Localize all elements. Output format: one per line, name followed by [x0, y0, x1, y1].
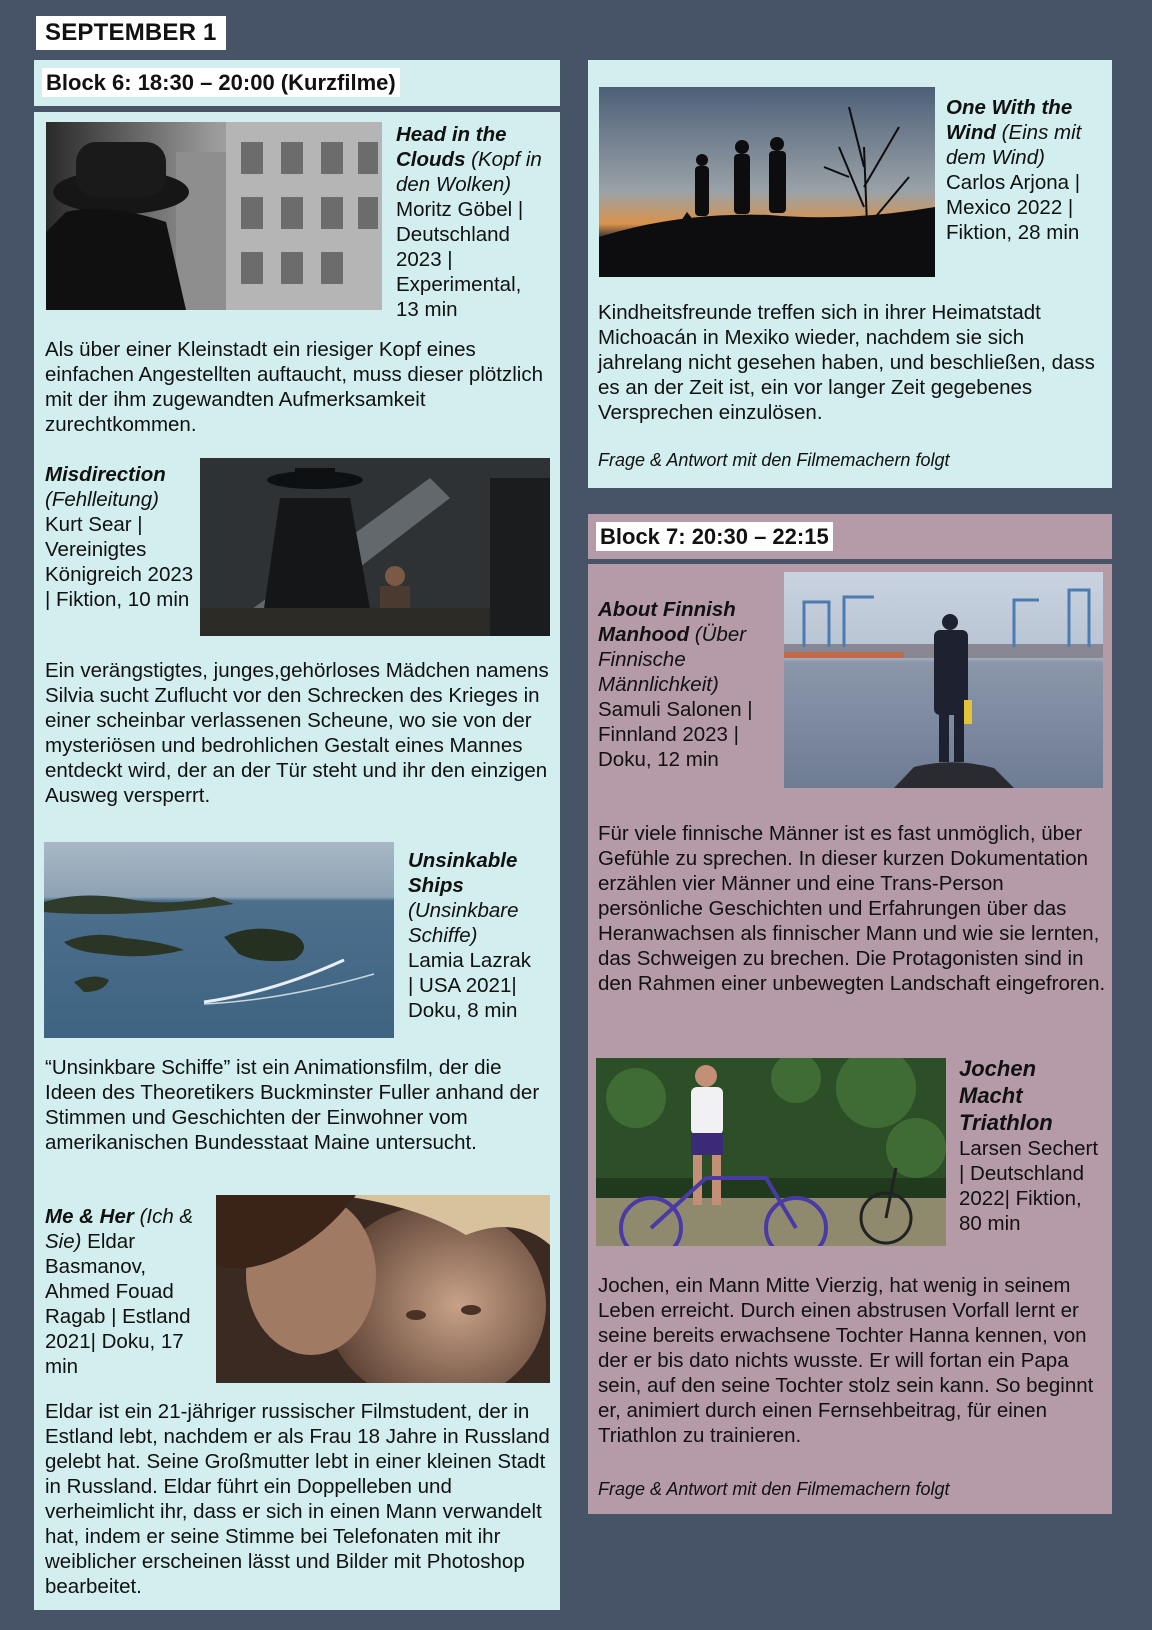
film-credits: Larsen Sechert | Deutschland 2022| Fiktion, 80 min [959, 1137, 1099, 1235]
film-info-me-and-her [45, 1204, 210, 1379]
film-info-about-finnish-manhood [598, 597, 768, 772]
film-title: Unsinkable Ships [408, 849, 518, 897]
film-title: Head in the Clouds [396, 123, 507, 171]
film-alt-title: (Kopf in den Wolken) [396, 148, 542, 196]
film-credits: Kurt Sear | Vereinigtes Königreich 2023 | Fiktion, 10 min [45, 513, 194, 611]
film-title: Jochen Macht Triathlon [959, 1056, 1053, 1135]
film-still-about-finnish-manhood [784, 572, 1103, 788]
film-description-about-finnish-manhood: Für viele finnische Männer ist es fast unmöglich, über Gefühle zu sprechen. In dieser kurzen Dokumentation erzählen vier Männer und eine Trans-Person persönliche Geschichten und Erfahrungen über das Heranwachsen als finnischer Mann und wie sie lernten, das Schweigen zu brechen. Die Protagonisten sind in den Rahmen einer unbewegten Landschaft eingefroren. [598, 822, 1106, 995]
block-7-heading: Block 7: 20:30 – 22:15 [596, 522, 833, 551]
block-7-header [588, 514, 1112, 559]
film-alt-title: (Über Finnische Männlichkeit) [598, 623, 747, 696]
film-description-misdirection: Ein verängstigtes, junges,gehörloses Mädchen namens Silvia sucht Zuflucht vor den Schrecken des Krieges in einer scheinbar verlassenen Scheune, wo sie von der mysteriösen und bedrohlichen Gestalt eines Mannes entdeckt wird, der an der Tür steht und ihr den einzigen Ausweg versperrt. [45, 659, 549, 807]
film-still-one-with-the-wind [599, 87, 935, 277]
film-title: Me & Her [45, 1205, 134, 1228]
film-info-unsinkable-ships [408, 848, 538, 1023]
film-credits: Lamia Lazrak | USA 2021| Doku, 8 min [408, 949, 532, 1022]
film-credits: Samuli Salonen | Finnland 2023 | Doku, 12 min [598, 698, 753, 771]
block-6-header [34, 60, 560, 106]
film-still-head-in-the-clouds [46, 122, 382, 310]
date-label: SEPTEMBER 1 [36, 16, 226, 50]
film-description-unsinkable-ships: “Unsinkbare Schiffe” ist ein Animationsfilm, der die Ideen des Theoretikers Buckminster Fuller anhand der Stimmen und Geschichten der Einwohner vom amerikanischen Bundesstaat Maine untersucht. [45, 1056, 540, 1154]
qa-note-block-6: Frage & Antwort mit den Filmemachern folgt [598, 450, 950, 470]
film-info-head-in-the-clouds [396, 122, 546, 322]
film-alt-title: (Ich & Sie) [45, 1205, 194, 1253]
film-credits: Eldar Basmanov, Ahmed Fouad Ragab | Estland 2021| Doku, 17 min [45, 1230, 191, 1378]
film-description-jochen-macht-triathlon: Jochen, ein Mann Mitte Vierzig, hat wenig in seinem Leben erreicht. Durch einen abstrusen Vorfall lernt er seine bereits erwachsene Tochter Hanna kennen, von der er bis dato nichts wusste. Er will fortan ein Papa sein, auf den seine Tochter stolz sein kann. So beginnt er, animiert durch einen Fernsehbeitrag, für einen Triathlon zu trainieren. [598, 1274, 1094, 1447]
film-description-head-in-the-clouds: Als über einer Kleinstadt ein riesiger Kopf eines einfachen Angestellten auftaucht, muss dieser plötzlich mit der ihm zugewandten Aufmerksamkeit zurechtkommen. [45, 338, 543, 436]
film-title: About Finnish Manhood [598, 598, 736, 646]
block-6-heading: Block 6: 18:30 – 20:00 (Kurzfilme) [42, 68, 400, 97]
film-still-unsinkable-ships [44, 842, 394, 1038]
film-description-one-with-the-wind: Kindheitsfreunde treffen sich in ihrer Heimatstadt Michoacán in Mexiko wieder, nachdem sie sich jahrelang nicht gesehen haben, und beschließen, dass es an der Zeit ist, ein vor langer Zeit gegebenes Versprechen einzulösen. [598, 301, 1095, 424]
film-title: Misdirection [45, 463, 166, 486]
film-description-me-and-her: Eldar ist ein 21-jähriger russischer Filmstudent, der in Estland lebt, nachdem er als Frau 18 Jahre in Russland gelebt hat. Seine Großmutter lebt in einer kleinen Stadt in Russland. Eldar führt ein Doppelleben und verheimlicht ihr, dass er sich in einen Mann verwandelt hat, indem er seine Stimme bei Telefonaten mit ihr weiblicher erscheinen lässt und Bilder mit Photoshop bearbeitet. [45, 1400, 550, 1598]
film-alt-title: (Unsinkbare Schiffe) [408, 899, 519, 947]
film-alt-title: (Fehlleitung) [45, 488, 159, 511]
film-info-misdirection [45, 462, 195, 612]
film-title: One With the Wind [946, 96, 1073, 144]
qa-note-block-7: Frage & Antwort mit den Filmemachern folgt [598, 1479, 950, 1499]
film-credits: Moritz Göbel | Deutschland 2023 | Experimental, 13 min [396, 198, 524, 321]
film-info-jochen-macht-triathlon [959, 1055, 1104, 1236]
film-still-jochen-macht-triathlon [596, 1058, 946, 1246]
film-still-misdirection [200, 458, 550, 636]
film-still-me-and-her [216, 1195, 550, 1383]
film-info-one-with-the-wind [946, 95, 1101, 245]
film-credits: Carlos Arjona | Mexico 2022 | Fiktion, 28 min [946, 171, 1081, 244]
film-alt-title: (Eins mit dem Wind) [946, 121, 1082, 169]
